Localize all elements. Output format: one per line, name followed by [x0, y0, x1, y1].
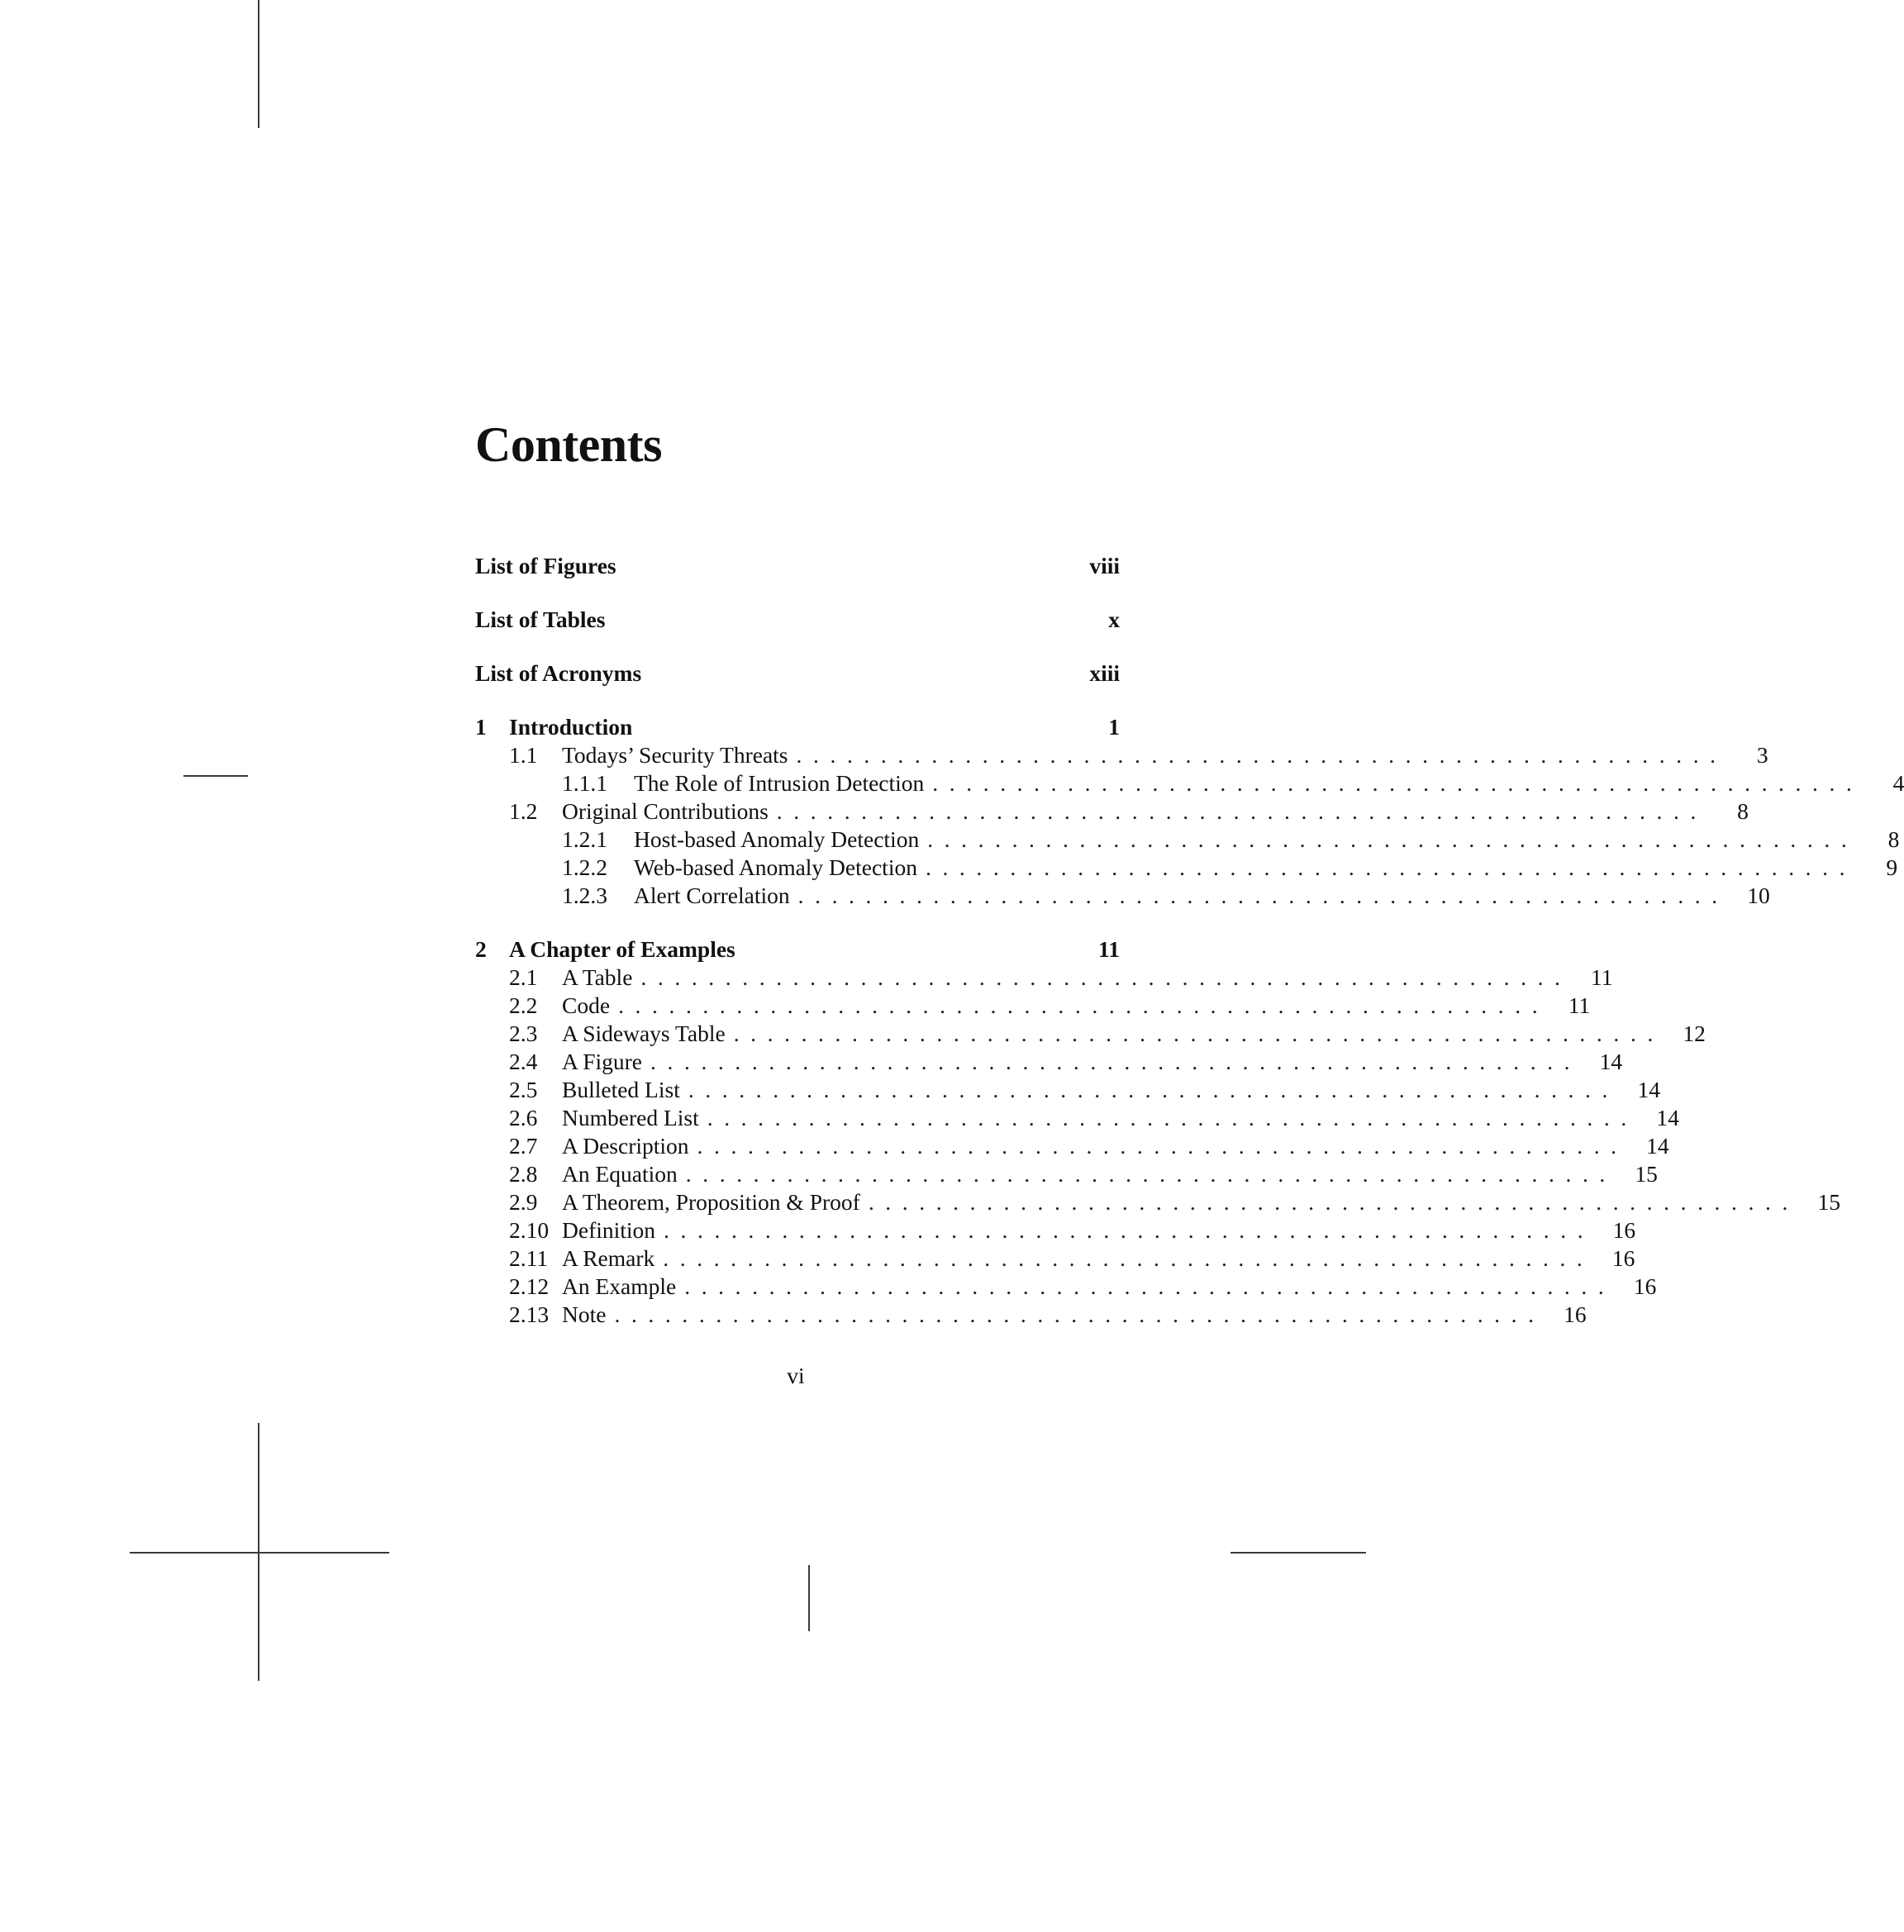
dot-leader: ....................................................... [684, 1273, 1616, 1299]
toc-page-number: 11 [1591, 964, 1613, 990]
toc-page-number: 11 [1568, 992, 1591, 1018]
dot-leader: ....................................................... [640, 964, 1572, 990]
dot-leader: ....................................................... [618, 992, 1549, 1018]
dot-leader: ....................................................... [925, 854, 1857, 880]
section-title: Original Contributions [562, 798, 769, 824]
toc-page-number: 11 [1098, 936, 1120, 962]
toc-subsection-1-1-1[interactable] [475, 769, 1904, 797]
toc-entry-list-of-figures[interactable] [475, 552, 1120, 580]
section-title: An Example [562, 1273, 677, 1299]
dot-leader: ....................................................... [796, 742, 1727, 768]
toc-page-number: 14 [1637, 1077, 1660, 1102]
section-title: A Theorem, Proposition & Proof [562, 1189, 860, 1215]
dot-leader: ....................................................... [685, 1161, 1616, 1187]
toc-page-number: 16 [1633, 1273, 1657, 1299]
section-title: A Sideways Table [562, 1021, 726, 1046]
section-title: A Figure [562, 1049, 643, 1074]
toc-subsection-1-2-3[interactable] [475, 882, 1770, 910]
toc-page-number: x [1108, 607, 1120, 632]
toc-entry-list-of-tables[interactable] [475, 606, 1120, 634]
chapter-number: 1 [475, 714, 487, 740]
section-title: A Remark [562, 1245, 655, 1271]
section-number: 1.2 [509, 798, 538, 824]
toc-page-number: 9 [1886, 854, 1898, 880]
toc-section-2-6[interactable] [475, 1104, 1679, 1132]
dot-leader: ....................................................... [776, 798, 1707, 824]
toc-page-number: 16 [1612, 1217, 1636, 1243]
toc-subsection-1-2-2[interactable] [475, 854, 1898, 882]
dot-leader: ....................................................... [663, 1245, 1594, 1271]
section-title: A Description [562, 1133, 689, 1159]
toc-entry-list-of-acronyms[interactable] [475, 659, 1120, 688]
subsection-number: 1.1.1 [562, 770, 607, 796]
toc-section-2-3[interactable] [475, 1020, 1706, 1048]
toc-page-number: 1 [1108, 714, 1120, 740]
section-number: 1.1 [509, 742, 538, 768]
subsection-number: 1.2.3 [562, 883, 607, 908]
toc-entry-label: List of Acronyms [475, 660, 642, 686]
section-number: 2.7 [509, 1133, 538, 1159]
dot-leader: ....................................................... [664, 1217, 1595, 1243]
toc-section-2-2[interactable] [475, 992, 1591, 1020]
toc-page-number: 14 [1599, 1049, 1623, 1074]
dot-leader: ....................................................... [688, 1077, 1619, 1102]
subsection-number: 1.2.2 [562, 854, 607, 880]
toc-section-1-2[interactable] [475, 797, 1749, 826]
toc-page-number: 14 [1656, 1105, 1679, 1130]
page-title: Contents [475, 417, 663, 473]
crop-mark-bottom-right [1230, 1552, 1366, 1554]
crop-mark-bottom-center [808, 1565, 810, 1631]
toc-page-number: 8 [1887, 826, 1900, 852]
toc-section-2-1[interactable] [475, 964, 1613, 992]
toc-section-2-8[interactable] [475, 1160, 1658, 1188]
section-number: 2.3 [509, 1021, 538, 1046]
toc-section-1-1[interactable] [475, 741, 1768, 769]
section-title: Numbered List [562, 1105, 699, 1130]
toc-entry-label: List of Tables [475, 607, 606, 632]
dot-leader: ....................................................... [927, 826, 1859, 852]
table-of-contents [475, 552, 1904, 1329]
dot-leader: ....................................................... [733, 1021, 1664, 1046]
dot-leader: ....................................................... [697, 1133, 1628, 1159]
section-title: Definition [562, 1217, 656, 1243]
page-number: vi [787, 1363, 805, 1388]
dot-leader: ....................................................... [707, 1105, 1638, 1130]
toc-page-number: 15 [1635, 1161, 1658, 1187]
toc-subsection-1-2-1[interactable] [475, 826, 1900, 854]
chapter-number: 2 [475, 936, 487, 962]
section-title: Bulleted List [562, 1077, 680, 1102]
subsection-title: Web-based Anomaly Detection [634, 854, 917, 880]
toc-page-number: 4 [1892, 770, 1904, 796]
crop-mark-top-left [258, 0, 259, 128]
subsection-title: Alert Correlation [634, 883, 790, 908]
toc-section-2-11[interactable] [475, 1244, 1635, 1273]
toc-section-2-13[interactable] [475, 1301, 1587, 1329]
toc-page-number: 15 [1817, 1189, 1840, 1215]
toc-chapter-1[interactable] [475, 713, 1120, 741]
section-title: Code [562, 992, 611, 1018]
section-number: 2.10 [509, 1217, 550, 1243]
section-number: 2.11 [509, 1245, 549, 1271]
section-title: A Table [562, 964, 633, 990]
subsection-title: Host-based Anomaly Detection [634, 826, 920, 852]
toc-chapter-2[interactable] [475, 935, 1120, 964]
section-title: Todays’ Security Threats [562, 742, 788, 768]
dot-leader: ....................................................... [650, 1049, 1582, 1074]
section-number: 2.5 [509, 1077, 538, 1102]
dot-leader: ....................................................... [614, 1301, 1545, 1327]
section-number: 2.9 [509, 1189, 538, 1215]
toc-page-number: 8 [1737, 798, 1749, 824]
toc-page-number: 14 [1646, 1133, 1669, 1159]
section-number: 2.2 [509, 992, 538, 1018]
toc-page-number: xiii [1089, 660, 1120, 686]
toc-page-number: viii [1089, 553, 1120, 578]
toc-section-2-5[interactable] [475, 1076, 1660, 1104]
section-title: An Equation [562, 1161, 678, 1187]
toc-section-2-12[interactable] [475, 1273, 1657, 1301]
toc-page-number: 12 [1683, 1021, 1706, 1046]
section-title: Note [562, 1301, 607, 1327]
toc-section-2-7[interactable] [475, 1132, 1669, 1160]
section-number: 2.4 [509, 1049, 538, 1074]
chapter-title: A Chapter of Examples [509, 936, 735, 962]
section-number: 2.12 [509, 1273, 550, 1299]
toc-section-2-10[interactable] [475, 1216, 1636, 1244]
section-number: 2.6 [509, 1105, 538, 1130]
section-number: 2.1 [509, 964, 538, 990]
dot-leader: ....................................................... [797, 883, 1729, 908]
subsection-number: 1.2.1 [562, 826, 607, 852]
toc-page-number: 16 [1564, 1301, 1587, 1327]
section-number: 2.8 [509, 1161, 538, 1187]
toc-page-number: 10 [1747, 883, 1770, 908]
crop-mark-bottom-left-horizontal [130, 1552, 389, 1554]
toc-section-2-4[interactable] [475, 1048, 1623, 1076]
toc-section-2-9[interactable] [475, 1188, 1840, 1216]
subsection-title: The Role of Intrusion Detection [634, 770, 925, 796]
toc-page-number: 3 [1756, 742, 1768, 768]
toc-page-number: 16 [1611, 1245, 1635, 1271]
crop-mark-left-middle [183, 775, 248, 777]
dot-leader: ....................................................... [868, 1189, 1799, 1215]
section-number: 2.13 [509, 1301, 550, 1327]
chapter-title: Introduction [509, 714, 633, 740]
dot-leader: ....................................................... [932, 770, 1864, 796]
toc-entry-label: List of Figures [475, 553, 616, 578]
